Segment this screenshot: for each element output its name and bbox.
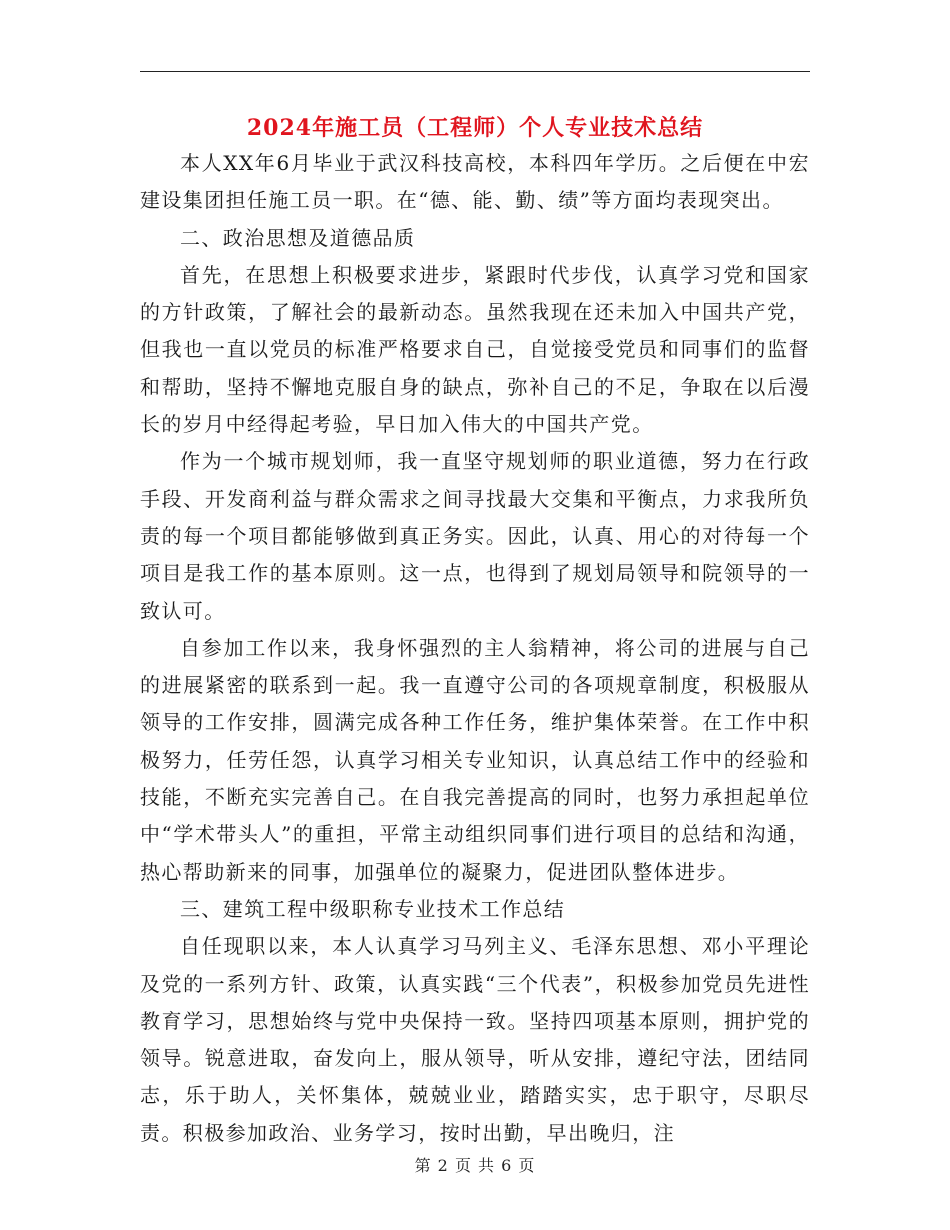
document-body [140, 145, 810, 1152]
section-heading-technical: 三、建筑工程中级职称专业技术工作总结 [180, 896, 566, 921]
paragraph-work-attitude: 自参加工作以来，我身怀强烈的主人翁精神，将公司的进展与自己的进展紧密的联系到一起。我一直遵守公司的各项规章制度，积极服从领导的工作安排，圆满完成各种工作任务，维护集体荣誉。在工作中积极努力，任劳任怨，认真学习相关专业知识，认真总结工作中的经验和技能，不断充实完善自己。在自我完善提高的同时，也努力承担起单位中“学术带头人”的重担，平常主动组织同事们进行项目的总结和沟通，热心帮助新来的同事，加强单位的凝聚力，促进团队整体进步。 [140, 635, 810, 884]
paragraph-politics: 首先，在思想上积极要求进步，紧跟时代步伐，认真学习党和国家的方针政策，了解社会的最新动态。虽然我现在还未加入中国共产党，但我也一直以党员的标准严格要求自己，自觉接受党员和同事们的监督和帮助，坚持不懈地克服自身的缺点，弥补自己的不足，争取在以后漫长的岁月中经得起考验，早日加入伟大的中国共产党。 [140, 262, 810, 437]
paragraph-technical: 自任现职以来，本人认真学习马列主义、毛泽东思想、邓小平理论及党的一系列方针、政策，认真实践“三个代表”，积极参加党员先进性教育学习，思想始终与党中央保持一致。坚持四项基本原则，拥护党的领导。锐意进取，奋发向上，服从领导，听从安排，遵纪守法，团结同志，乐于助人，关怀集体，兢兢业业，踏踏实实，忠于职守，尽职尽责。积极参加政治、业务学习，按时出勤，早出晚归，注 [140, 934, 810, 1145]
paragraph-ethics: 作为一个城市规划师，我一直坚守规划师的职业道德，努力在行政手段、开发商利益与群众需求之间寻找最大交集和平衡点，力求我所负责的每一个项目都能够做到真正务实。因此，认真、用心的对待每一个项目是我工作的基本原则。这一点，也得到了规划局领导和院领导的一致认可。 [140, 449, 810, 623]
document-title: 2024年施工员（工程师）个人专业技术总结 [246, 115, 704, 141]
paragraph-intro: 本人XX年6月毕业于武汉科技高校，本科四年学历。之后便在中宏建设集团担任施工员一职。在“德、能、勤、绩”等方面均表现突出。 [140, 151, 810, 213]
page-number: 第 2 页 共 6 页 [414, 1156, 536, 1175]
section-heading-politics: 二、政治思想及道德品质 [180, 225, 416, 250]
header-rule [140, 71, 810, 72]
